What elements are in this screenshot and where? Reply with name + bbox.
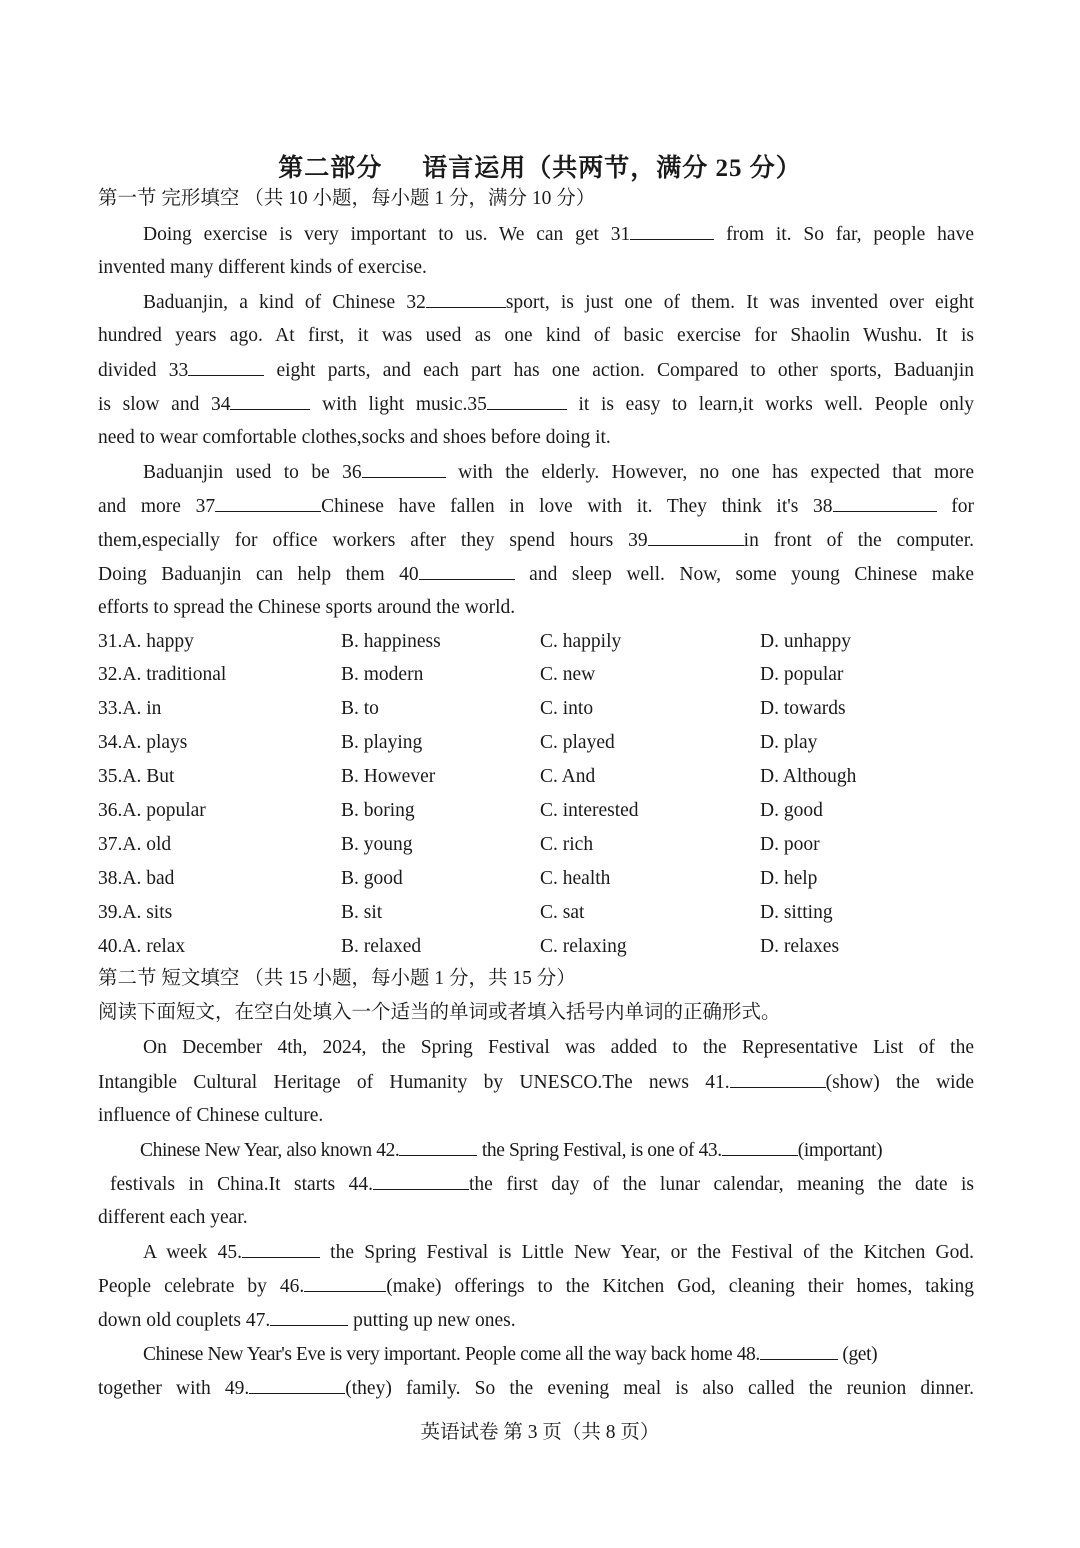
- option-40-b[interactable]: B. relaxed: [341, 936, 422, 957]
- passage-line: together with 49. (they) family. So the evening meal is also called the reunion dinner.: [98, 1375, 974, 1402]
- option-34-a[interactable]: 34.A. plays: [98, 732, 188, 753]
- blank-46[interactable]: [304, 1273, 386, 1292]
- cloze-line: is slow and 34 with light music.35 it is easy to learn,it works well. People only: [98, 391, 974, 418]
- option-35-a[interactable]: 35.A. But: [98, 766, 175, 787]
- blank-40[interactable]: [419, 561, 515, 580]
- option-33-b[interactable]: B. to: [341, 698, 379, 719]
- blank-34[interactable]: [230, 391, 310, 410]
- cloze-line: invented many different kinds of exercise.: [98, 257, 427, 278]
- cloze-line: hundred years ago. At first, it was used as one kind of basic exercise for Shaolin Wushu. It is: [98, 325, 974, 346]
- option-39-c[interactable]: C. sat: [540, 902, 585, 923]
- blank-35[interactable]: [487, 391, 567, 410]
- option-33-d[interactable]: D. towards: [760, 698, 846, 719]
- option-39-b[interactable]: B. sit: [341, 902, 383, 923]
- section2-instruction: 阅读下面短文，在空白处填入一个适当的单词或者填入括号内单词的正确形式。: [98, 1002, 781, 1023]
- passage-line: Chinese New Year's Eve is very important. People come all the way back home 48. (get): [143, 1341, 969, 1368]
- blank-37[interactable]: [215, 493, 321, 512]
- blank-44[interactable]: [373, 1171, 469, 1190]
- option-31-a[interactable]: 31.A. happy: [98, 631, 194, 652]
- blank-43[interactable]: [722, 1137, 798, 1156]
- cloze-line: and more 37 Chinese have fallen in love with it. They think it's 38 for: [98, 493, 974, 520]
- passage-line: On December 4th, 2024, the Spring Festival was added to the Representative List of the: [143, 1037, 974, 1058]
- option-33-a[interactable]: 33.A. in: [98, 698, 162, 719]
- cloze-line: efforts to spread the Chinese sports around the world.: [98, 597, 516, 618]
- option-39-d[interactable]: D. sitting: [760, 902, 833, 923]
- cloze-line: them,especially for office workers after they spend hours 39 in front of the computer.: [98, 527, 974, 554]
- option-37-a[interactable]: 37.A. old: [98, 834, 172, 855]
- blank-47[interactable]: [270, 1307, 348, 1326]
- option-38-a[interactable]: 38.A. bad: [98, 868, 175, 889]
- option-40-a[interactable]: 40.A. relax: [98, 936, 186, 957]
- section1-heading: 第一节 完形填空 （共 10 小题，每小题 1 分，满分 10 分）: [98, 188, 596, 209]
- option-32-b[interactable]: B. modern: [341, 664, 424, 685]
- option-35-b[interactable]: B. However: [341, 766, 436, 787]
- passage-line: down old couplets 47. putting up new ones.: [98, 1307, 974, 1334]
- blank-33[interactable]: [188, 357, 264, 376]
- passage-line: different each year.: [98, 1207, 248, 1228]
- passage-line: A week 45. the Spring Festival is Little New Year, or the Festival of the Kitchen God.: [143, 1239, 974, 1266]
- option-36-c[interactable]: C. interested: [540, 800, 639, 821]
- option-38-d[interactable]: D. help: [760, 868, 818, 889]
- page-footer: 英语试卷 第 3 页（共 8 页）: [420, 1422, 660, 1443]
- option-35-c[interactable]: C. And: [540, 766, 596, 787]
- option-36-a[interactable]: 36.A. popular: [98, 800, 206, 821]
- blank-41[interactable]: [730, 1069, 826, 1088]
- option-40-c[interactable]: C. relaxing: [540, 936, 627, 957]
- option-34-c[interactable]: C. played: [540, 732, 615, 753]
- blank-45[interactable]: [242, 1239, 320, 1258]
- cloze-line: Doing exercise is very important to us. We can get 31 from it. So far, people have: [143, 221, 974, 248]
- blank-42[interactable]: [399, 1137, 477, 1156]
- blank-39[interactable]: [648, 527, 744, 546]
- blank-48[interactable]: [760, 1341, 838, 1360]
- option-38-c[interactable]: C. health: [540, 868, 611, 889]
- cloze-line: Doing Baduanjin can help them 40 and sleep well. Now, some young Chinese make: [98, 561, 974, 588]
- option-33-c[interactable]: C. into: [540, 698, 594, 719]
- option-32-c[interactable]: C. new: [540, 664, 596, 685]
- option-37-c[interactable]: C. rich: [540, 834, 594, 855]
- option-38-b[interactable]: B. good: [341, 868, 403, 889]
- passage-line: festivals in China.It starts 44. the first day of the lunar calendar, meaning the date is: [110, 1171, 974, 1198]
- option-36-b[interactable]: B. boring: [341, 800, 415, 821]
- section2-heading: 第二节 短文填空 （共 15 小题，每小题 1 分，共 15 分）: [98, 968, 576, 989]
- option-35-d[interactable]: D. Although: [760, 766, 857, 787]
- option-37-d[interactable]: D. poor: [760, 834, 820, 855]
- option-40-d[interactable]: D. relaxes: [760, 936, 840, 957]
- option-34-d[interactable]: D. play: [760, 732, 818, 753]
- option-31-b[interactable]: B. happiness: [341, 631, 441, 652]
- cloze-line: Baduanjin, a kind of Chinese 32 sport, is just one of them. It was invented over eight: [143, 289, 974, 316]
- blank-32[interactable]: [426, 289, 506, 308]
- blank-36[interactable]: [362, 459, 446, 478]
- option-32-a[interactable]: 32.A. traditional: [98, 664, 227, 685]
- part-label: 第二部分: [278, 155, 383, 182]
- blank-31[interactable]: [630, 221, 714, 240]
- passage-line: Chinese New Year, also known 42. the Spring Festival, is one of 43. (important): [140, 1137, 964, 1164]
- cloze-line: divided 33 eight parts, and each part has one action. Compared to other sports, Baduanjin: [98, 357, 974, 384]
- blank-49[interactable]: [249, 1375, 345, 1394]
- blank-38[interactable]: [833, 493, 937, 512]
- cloze-line: need to wear comfortable clothes,socks and shoes before doing it.: [98, 427, 611, 448]
- option-31-c[interactable]: C. happily: [540, 631, 622, 652]
- cloze-line: Baduanjin used to be 36 with the elderly. However, no one has expected that more: [143, 459, 974, 486]
- option-37-b[interactable]: B. young: [341, 834, 413, 855]
- passage-line: Intangible Cultural Heritage of Humanity by UNESCO.The news 41. (show) the wide: [98, 1069, 974, 1096]
- option-32-d[interactable]: D. popular: [760, 664, 844, 685]
- part-title-text: 语言运用（共两节，满分 25 分）: [422, 155, 802, 182]
- option-31-d[interactable]: D. unhappy: [760, 631, 851, 652]
- option-34-b[interactable]: B. playing: [341, 732, 423, 753]
- option-36-d[interactable]: D. good: [760, 800, 823, 821]
- part-title: [0, 148, 1080, 184]
- passage-line: People celebrate by 46. (make) offerings to the Kitchen God, cleaning their homes, taking: [98, 1273, 974, 1300]
- passage-line: influence of Chinese culture.: [98, 1105, 324, 1126]
- option-39-a[interactable]: 39.A. sits: [98, 902, 173, 923]
